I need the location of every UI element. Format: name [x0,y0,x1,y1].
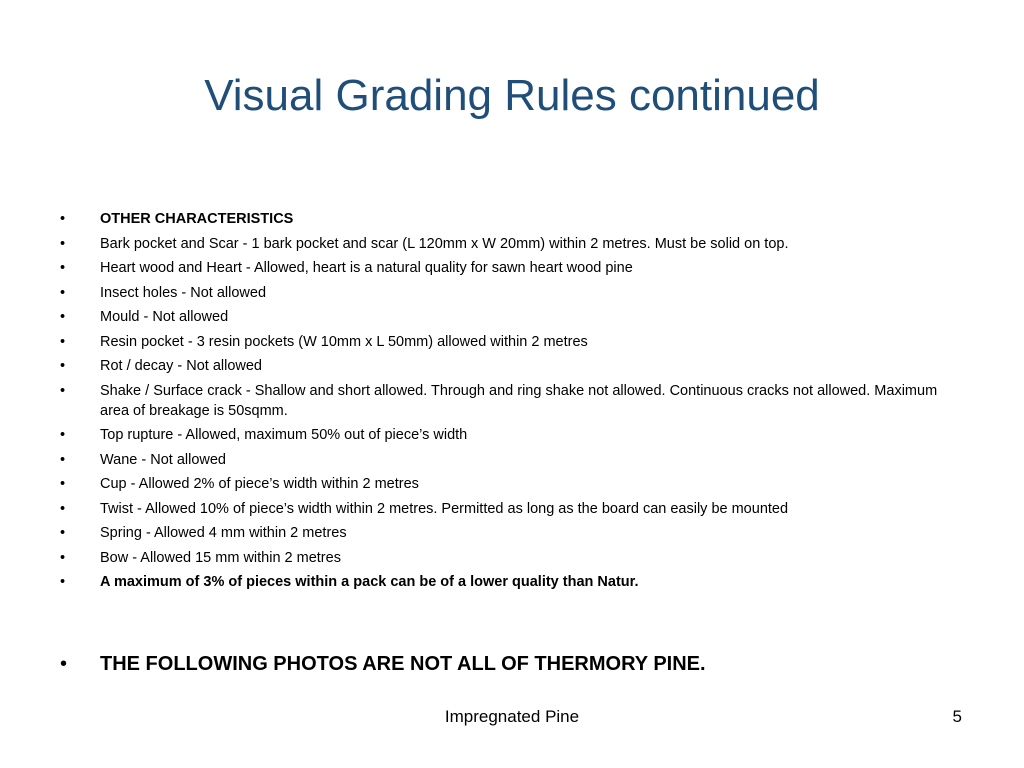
bullet-dot: • [60,653,68,675]
bullet-dot: • [60,309,66,325]
bullet-dot: • [60,333,66,350]
bullet-text: Twist - Allowed 10% of piece’s width within 2 metres. Permitted as long as the board can easily be mounted [100,500,789,517]
bullet-item [60,307,960,327]
bullet-dot: • [60,235,66,252]
bullet-text: Resin pocket - 3 resin pockets (W 10mm x L 50mm) allowed within 2 metres [100,333,588,350]
bullet-dot: • [60,382,66,399]
bullet-item [60,234,960,254]
bullet-item [60,258,960,278]
bullet-dot: • [60,549,66,566]
bullet-item [60,572,960,592]
bullet-text: Spring - Allowed 4 mm within 2 metres [100,525,347,541]
bullet-dot: • [60,284,66,301]
bullet-item [60,425,960,445]
bullet-text: A maximum of 3% of pieces within a pack can be of a lower quality than Natur. [100,574,639,590]
bullet-text: OTHER CHARACTERISTICS [100,211,294,227]
bullet-text: Bark pocket and Scar - 1 bark pocket and scar (L 120mm x W 20mm) within 2 metres. Must be solid on top. [100,235,789,252]
bullet-item [60,381,960,421]
bullet-item [60,450,960,470]
bullet-dot: • [60,476,66,492]
bullet-dot: • [60,358,66,374]
bullet-item [60,332,960,352]
bullet-item [60,474,960,494]
bullet-item [60,209,960,229]
final-bullet-item [60,652,960,676]
bullet-item [60,356,960,376]
bullet-dot: • [60,211,66,227]
bullet-dot: • [60,451,66,468]
bullet-text: Insect holes - Not allowed [100,284,267,301]
bullet-text: Wane - Not allowed [100,451,226,468]
bullet-item [60,523,960,543]
bullet-dot: • [60,427,66,443]
bullet-dot: • [60,574,66,590]
bullet-item [60,499,960,519]
bullet-text: Mould - Not allowed [100,309,229,325]
bullet-text: Cup - Allowed 2% of piece’s width within 2 metres [100,476,419,492]
bullet-dot: • [60,500,66,517]
bullet-dot: • [60,260,66,276]
bullet-item [60,548,960,568]
final-bullet-list [60,652,960,676]
bullet-item [60,283,960,303]
slide-title: Visual Grading Rules continued [204,71,820,120]
final-bullet-text: THE FOLLOWING PHOTOS ARE NOT ALL OF THERMORY PINE. [100,653,706,675]
bullet-text: Top rupture - Allowed, maximum 50% out of piece’s width [100,427,468,443]
bullet-text: Heart wood and Heart - Allowed, heart is a natural quality for sawn heart wood pine [100,260,633,276]
page-number: 5 [952,707,962,726]
bullet-list [60,209,960,597]
bullet-dot: • [60,525,66,541]
bullet-text: Bow - Allowed 15 mm within 2 metres [100,549,341,566]
footer-text: Impregnated Pine [444,707,580,726]
bullet-text: Shake / Surface crack - Shallow and short allowed. Through and ring shake not allowed. Continuous cracks not allowed. Maximum area of breakage is 50sqmm. [100,382,938,419]
bullet-text: Rot / decay - Not allowed [100,358,262,374]
